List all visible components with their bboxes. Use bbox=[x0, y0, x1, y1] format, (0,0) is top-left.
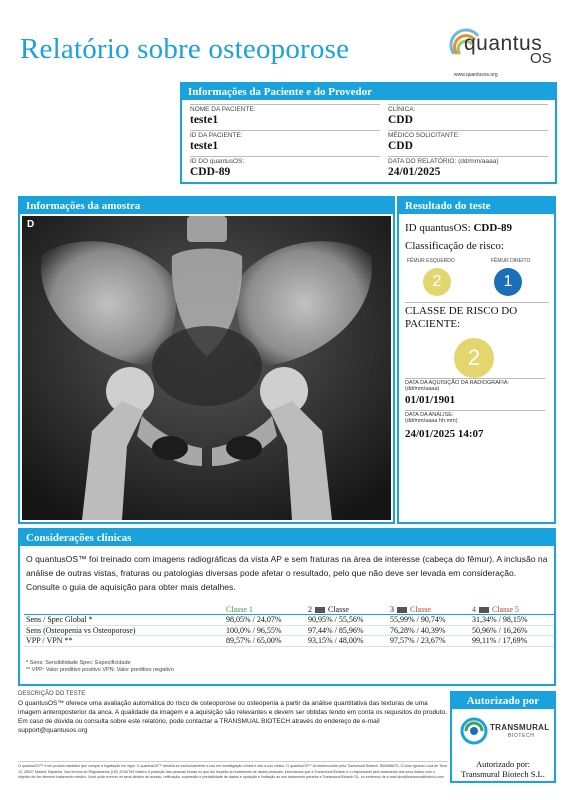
footnote: * Sens: Sensibilidade Spec: Especificidade bbox=[26, 660, 131, 666]
logo-sub: OS bbox=[530, 50, 552, 67]
table-cell: 97,57% / 23,67% bbox=[388, 636, 470, 647]
table-footnotes bbox=[26, 660, 174, 674]
patient-class-badge: 2 bbox=[454, 338, 494, 378]
requesting-doctor-field bbox=[388, 130, 548, 152]
table-cell: 93,15% / 48,00% bbox=[306, 636, 388, 647]
table-cell: 55,99% / 90,74% bbox=[388, 615, 470, 626]
logo-word: TRANSMURAL bbox=[490, 723, 550, 732]
table-row bbox=[24, 625, 554, 636]
col-class2 bbox=[306, 604, 388, 615]
report-title: Relatório sobre osteoporose bbox=[20, 33, 350, 65]
row-label: VPP / VPN ** bbox=[24, 636, 224, 647]
femur-left-class-badge: 2 bbox=[423, 268, 451, 296]
authorized-by-label: Autorizado por: bbox=[475, 759, 531, 769]
field-label: ID DA PACIENTE: bbox=[190, 130, 380, 139]
id-value: CDD-89 bbox=[473, 222, 512, 234]
xray-drawing bbox=[22, 216, 391, 520]
acquisition-date-label bbox=[405, 378, 545, 392]
performance-table bbox=[24, 604, 554, 647]
col-label: Classe bbox=[410, 604, 431, 614]
col-label: 4 bbox=[472, 604, 476, 614]
table-row bbox=[24, 615, 554, 626]
side-marker: D bbox=[27, 219, 35, 230]
clinical-considerations-box bbox=[18, 528, 556, 686]
femur-right-class-badge: 1 bbox=[494, 268, 522, 296]
test-description bbox=[18, 691, 448, 735]
field-label: ID DO quantusOS: bbox=[190, 156, 380, 165]
field-value: teste1 bbox=[190, 114, 219, 126]
col-label: 2 bbox=[308, 604, 312, 614]
legend-square-icon bbox=[397, 607, 407, 613]
field-value: CDD-89 bbox=[190, 166, 231, 178]
table-cell: 97,44% / 85,96% bbox=[306, 625, 388, 636]
femur-right-label: FÊMUR DIREITO bbox=[491, 258, 531, 264]
field-value: teste1 bbox=[190, 140, 219, 152]
acq-format-text: (dd/mm/aaaa) bbox=[405, 386, 440, 392]
analysis-date-label bbox=[405, 410, 545, 424]
quantusos-id-line bbox=[405, 222, 512, 234]
clinical-box-header: Considerações clínicas bbox=[20, 530, 554, 546]
sample-info-box bbox=[18, 196, 395, 524]
table-cell: 31,34% / 98,15% bbox=[470, 615, 554, 626]
footnote: ** VPP: Valor preditivo positivo VPN: Valor preditivo negativo bbox=[26, 667, 174, 673]
table-cell: 98,05% / 24,07% bbox=[224, 615, 306, 626]
col-class4 bbox=[470, 604, 554, 615]
patient-name-field bbox=[190, 104, 380, 126]
table-cell: 50,96% / 16,26% bbox=[470, 625, 554, 636]
table-cell: 89,57% / 65,00% bbox=[224, 636, 306, 647]
field-label: MÉDICO SOLICITANTE: bbox=[388, 130, 548, 139]
pelvis-xray-image bbox=[22, 216, 391, 520]
authorized-by-value: Transmural Biotech S.L. bbox=[461, 769, 545, 779]
table-cell: 90,95% / 55,56% bbox=[306, 615, 388, 626]
table-row bbox=[24, 636, 554, 647]
quantusos-logo bbox=[448, 28, 566, 80]
femur-left-label: FÊMUR ESQUERDO bbox=[407, 258, 455, 264]
legend-square-icon bbox=[315, 607, 325, 613]
row-label: Sens / Spec Global * bbox=[24, 615, 224, 626]
legal-footer: O quantusOS™ é um produto sanitário que cumpre a legislação em vigor. O quantusOS™ destina-se exclusivamente a uso em investigação clínica e não a uso clínico. O quantusOS™ foi desenvolvido pela Transmural Biotech, B65986675, C/Joan Ignacio Luca de Tena 13, 28027 Madrid, Espanha. Nos termos do Regulamento (UE) 2016/769 relativo à proteção das pessoas físicas no que diz respeito ao tratamento de dados pessoais, informamos que a Transmural Biotech é o responsável pelo tratamento dos seus dados com o objetivo de lhe oferecer tratamento médico. Você pode exercer os seus direitos de acesso, retificação, supressão e portabilidade de dados e oposição e limitação ao seu tratamento perante a Transmural Biotech SL, no endereço de e-mail dpo@transmuralbiotech.com bbox=[18, 761, 448, 781]
analysis-date-value: 24/01/2025 14:07 bbox=[405, 428, 484, 440]
patient-id-field bbox=[190, 130, 380, 152]
row-label: Sens (Osteopenia vs Osteoporose) bbox=[24, 625, 224, 636]
test-result-box bbox=[397, 196, 556, 524]
result-box-header: Resultado do teste bbox=[399, 198, 554, 214]
field-value: CDD bbox=[388, 114, 413, 126]
col-label: Classe 5 bbox=[492, 604, 519, 614]
patient-class-label: CLASSE DE RISCO DO PACIENTE: bbox=[405, 302, 549, 331]
col-class1 bbox=[224, 604, 306, 615]
field-label: DATA DO RELATÓRIO: (dd/mm/aaaa) bbox=[388, 156, 548, 165]
col-label: Classe bbox=[328, 604, 349, 614]
id-label: ID quantusOS: bbox=[405, 222, 471, 234]
acquisition-date-value: 01/01/1901 bbox=[405, 394, 456, 406]
patient-provider-box bbox=[180, 82, 557, 184]
report-date-field bbox=[388, 156, 548, 178]
authorized-box bbox=[450, 691, 556, 783]
table-cell: 99,11% / 17,69% bbox=[470, 636, 554, 647]
analysis-label-text: DATA DA ANÁLISE: bbox=[405, 412, 454, 418]
acq-label-text: DATA DA AQUISIÇÃO DA RADIOGRAFIA: bbox=[405, 380, 510, 386]
clinic-field bbox=[388, 104, 548, 126]
logo-sub: BIOTECH bbox=[508, 733, 535, 739]
col-class3 bbox=[388, 604, 470, 615]
logo-word: quantus bbox=[464, 32, 543, 55]
legend-square-icon bbox=[479, 607, 489, 613]
table-cell: 76,28% / 40,39% bbox=[388, 625, 470, 636]
patient-box-header: Informações da Paciente e do Provedor bbox=[182, 84, 555, 100]
table-header-row bbox=[24, 604, 554, 615]
transmural-mark-icon bbox=[460, 717, 488, 745]
description-text: O quantusOS™ oferece uma avaliação automática do risco de osteoporose ou osteopenia a partir da análise quantitativa das texturas de uma imagem anteroposterior da anca. A qualidade da imagem e a aquisição são relevantes e devem ser obtidas tendo em conta os requisitos do produto. Em caso de dúvida ou consulta sobre este relatório, pode contactar a TRANSMUAL BIOTECH através do endereço de e-mail support@quantusos.org bbox=[18, 700, 447, 734]
analysis-format-text: (dd/mm/aaaa hh:mm) bbox=[405, 418, 458, 424]
field-label: CLÍNICA: bbox=[388, 104, 548, 113]
field-label: NOME DA PACIENTE: bbox=[190, 104, 380, 113]
col-label: 3 bbox=[390, 604, 394, 614]
field-value: 24/01/2025 bbox=[388, 166, 441, 178]
clinical-text: O quantusOS™ foi treinado com imagens radiográficas da vista AP e sem fraturas na área de interesse (cabeça do fêmur). A inclusão na análise de outras vistas, fraturas ou patologias diversas pode afetar o resultado, pelo que não deve ser levada em consideração. Consulte o guia de aquisição para obter mais detalhes. bbox=[26, 554, 548, 592]
logo-url: www.quantusos.org bbox=[454, 72, 498, 78]
risk-classification-label: Classificação de risco: bbox=[405, 240, 504, 252]
description-title: DESCRIÇÃO DO TESTE bbox=[18, 691, 86, 697]
sample-box-header: Informações da amostra bbox=[20, 198, 393, 214]
col-label: Classe 1 bbox=[226, 604, 253, 614]
authorized-header: Autorizado por bbox=[452, 693, 554, 709]
transmural-logo bbox=[460, 717, 552, 747]
field-value: CDD bbox=[388, 140, 413, 152]
table-cell: 100,0% / 96,55% bbox=[224, 625, 306, 636]
quantusos-id-field bbox=[190, 156, 380, 178]
